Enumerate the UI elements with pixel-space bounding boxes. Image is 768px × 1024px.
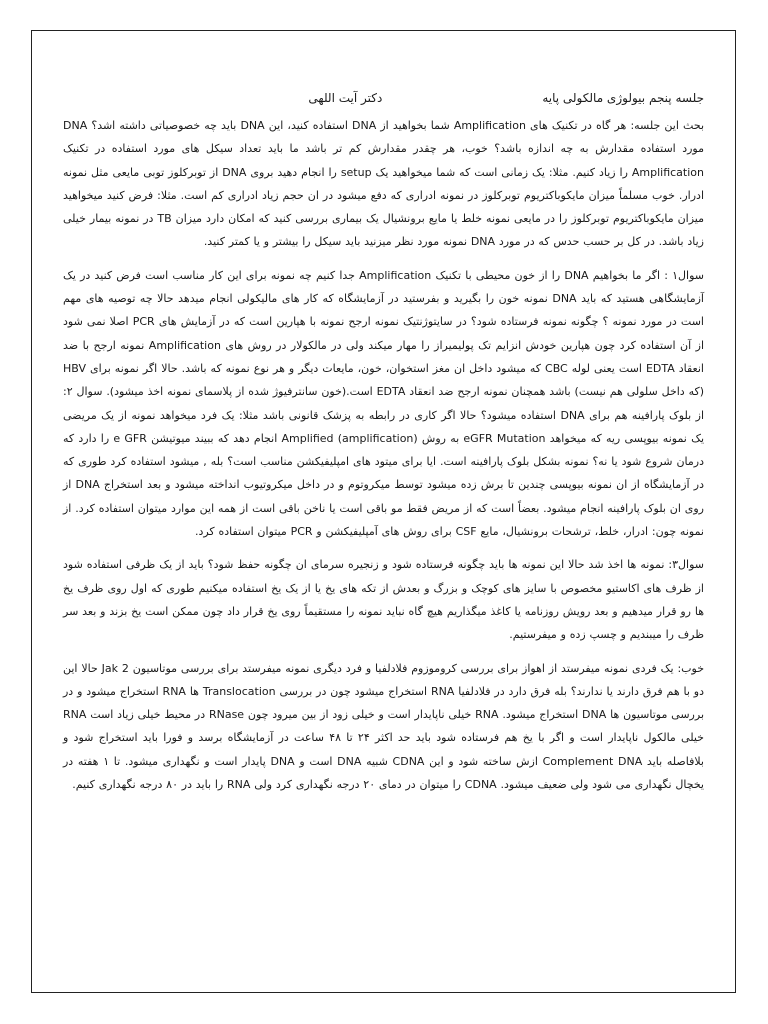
document-body <box>63 90 704 806</box>
paragraph-rna-dna: خوب: یک فردی نمونه میفرستد از اهواز برای بررسی کروموزوم فلادلفیا و فرد دیگری نمونه میفرستد برای بررسی موتاسیون Jak 2 حالا این دو با هم فرق دارند یا ندارند؟ بله فرق دارد در فلادلفیا RNA استخراج میشود چون در بررسی Translocation ها RNA استخراج میشود و در بررسی موتاسیون ها DNA استخراج میشود. RNA خیلی ناپایدار است و خیلی زود از بین میرود چون RNase در محیط خیلی زیاد است RNA خیلی مالکول ناپایدار است و اگر با یخ هم فرستاده شود باید حد اکثر ۲۴ تا ۴۸ ساعت در آزمایشگاه برسد و فورا باید استخراج شود و بلافاصله باید Complement DNA ازش ساخته شود و این CDNA شبیه DNA است و DNA پایدار است و نگهداری میشود. تا ۱ هفته در یخچال نگهداری می شود ولی ضعیف میشود. CDNA را میتوان در دمای ۲۰ درجه نگهداری کرد ولی RNA را باید در ۸۰ درجه نگهداری کنیم. <box>63 661 705 792</box>
session-title: جلسه پنجم بیولوژی مالکولی پایه <box>542 91 704 105</box>
paragraph-question-3: سوال۳: نمونه ها اخذ شد حالا این نمونه ها باید چگونه فرستاده شود و زنجیره سرمای ان چگونه حفظ شود؟ باید از یک ظرفی استفاده شود از ظرف های اکاستیو مخصوص با سایز های کوچک و بزرگ و بعدش از تکه های یخ یا از یک یخ استفاده میکنیم طوری که اول روی ظرف یخ ها رو قرار میدهیم و بعد رویش روزنامه یا کاغذ میگذاریم هیچ گاه نباید نمونه را مستقیماً روی یخ قرار داد چون ممکن است یخ بزند و بعد سر ظرف را میبندیم و چسپ زده و میفرستیم. <box>63 558 704 642</box>
paragraph-question-1: سوال۱ : اگر ما بخواهیم DNA را از خون محیطی با تکنیک Amplification جدا کنیم چه نمونه برای این کار مناسب است فرض کنید در یک آزمایشگاهی هستید که باید DNA نمونه خون را بگیرید و بفرستید در آزمایشگاه که کار های مالیکولی انجام میدهد حالا چه توصیه های مهم است در مورد نمونه ؟ چگونه نمونه فرستاده شود؟ در سایتوژنتیک نمونه ارجح نمونه با هپارین است که در آزمایش های PCR اصلا نمی شود از آن استفاده کرد چون هپارین خودش انزایم تک پولیمیراز را مهار میکند ولی در مالکولار در روش های Amplification نمونه ارجح با ضد انعقاد EDTA است یعنی لوله CBC که میشود داخل ان مغز استخوان، خون، مایعات دیگر و هر نوع نمونه که باشد. حالا اگر نمونه برای HBV (که داخل سلولی هم نیست) باشد همچنان نمونه ارجح ضد انعقاد EDTA است.(خون سانترفیوژ شده از پلاسمای نمونه اخذ میشود). سوال ۲: از بلوک پارافینه هم برای DNA استفاده میشود؟ حالا اگر کاری در رابطه به پزشک قانونی باشد مثلا: یک فرد میخواهد نمونه از یک مریضی یک نمونه بیوپسی ریه که میخواهد eGFR Mutation به روش Amplified (amplification) انجام دهد که ببیند میوتیشن e GFR را دارد که درمان شروع شود یا نه؟ نمونه بشکل بلوک پارافینه است. ایا برای میتود های امپلیفیکشن مناسب است؟ بله , میشود استفاده کرد طوری که در آزمایشگاه از ان نمونه بیوپسی چندین تا برش زده میشود توسط میکروتوم و در داخل میکروتیوب انداخته میشود و بعد استخراج DNA از روی ان بلوک پارافینه انجام میشود. بعضاً است که از مریض فقط مو باقی است یا ناخن باقی است از همه این موارد میتوان استفاده کرد. از نمونه چون: ادرار، خلط، ترشحات برونشیال، مایع CSF برای روش های آمپلیفیکشن و PCR میتوان استفاده کرد. <box>63 268 705 539</box>
document-header <box>63 90 704 106</box>
lecturer-name: دکتر آیت اللهی <box>308 91 383 105</box>
paragraph-intro: بحث این جلسه: هر گاه در تکنیک های Amplification شما بخواهید از DNA استفاده کنید، این DNA باید چه خصوصیاتی داشته اشد؟ DNA مورد استفاده مقدارش به چه اندازه باشد؟ خوب، هر چقدر مقدارش کم تر باشد ما باید تعداد سیکل های مورد استفاده در تکنیک Amplification را زیاد کنیم. مثلا: یک زمانی است که شما میخواهید یک setup را انجام دهید بروی DNA از توبرکلوز توبی مایعی مثل نمونه ادرار. خوب مسلماً میزان مایکوباکتریوم توبرکلوز در نمونه ادراری که دفع میشود در ان حجم زیاد ادراری کم است. مثلا: فرض کنید میخواهید میزان مایکوباکتریوم توبرکلوز را در مایعی نمونه خلط یا مایع برونشیال یک بیماری بررسی کنید که امکان دارد میزان TB در نمونه بیمار خیلی زیاد باشد. در کل بر حسب حدس که در مورد DNA نمونه مورد نظر میزنید باید سیکل را بیشتر و یا کمتر کنید. <box>63 119 705 249</box>
